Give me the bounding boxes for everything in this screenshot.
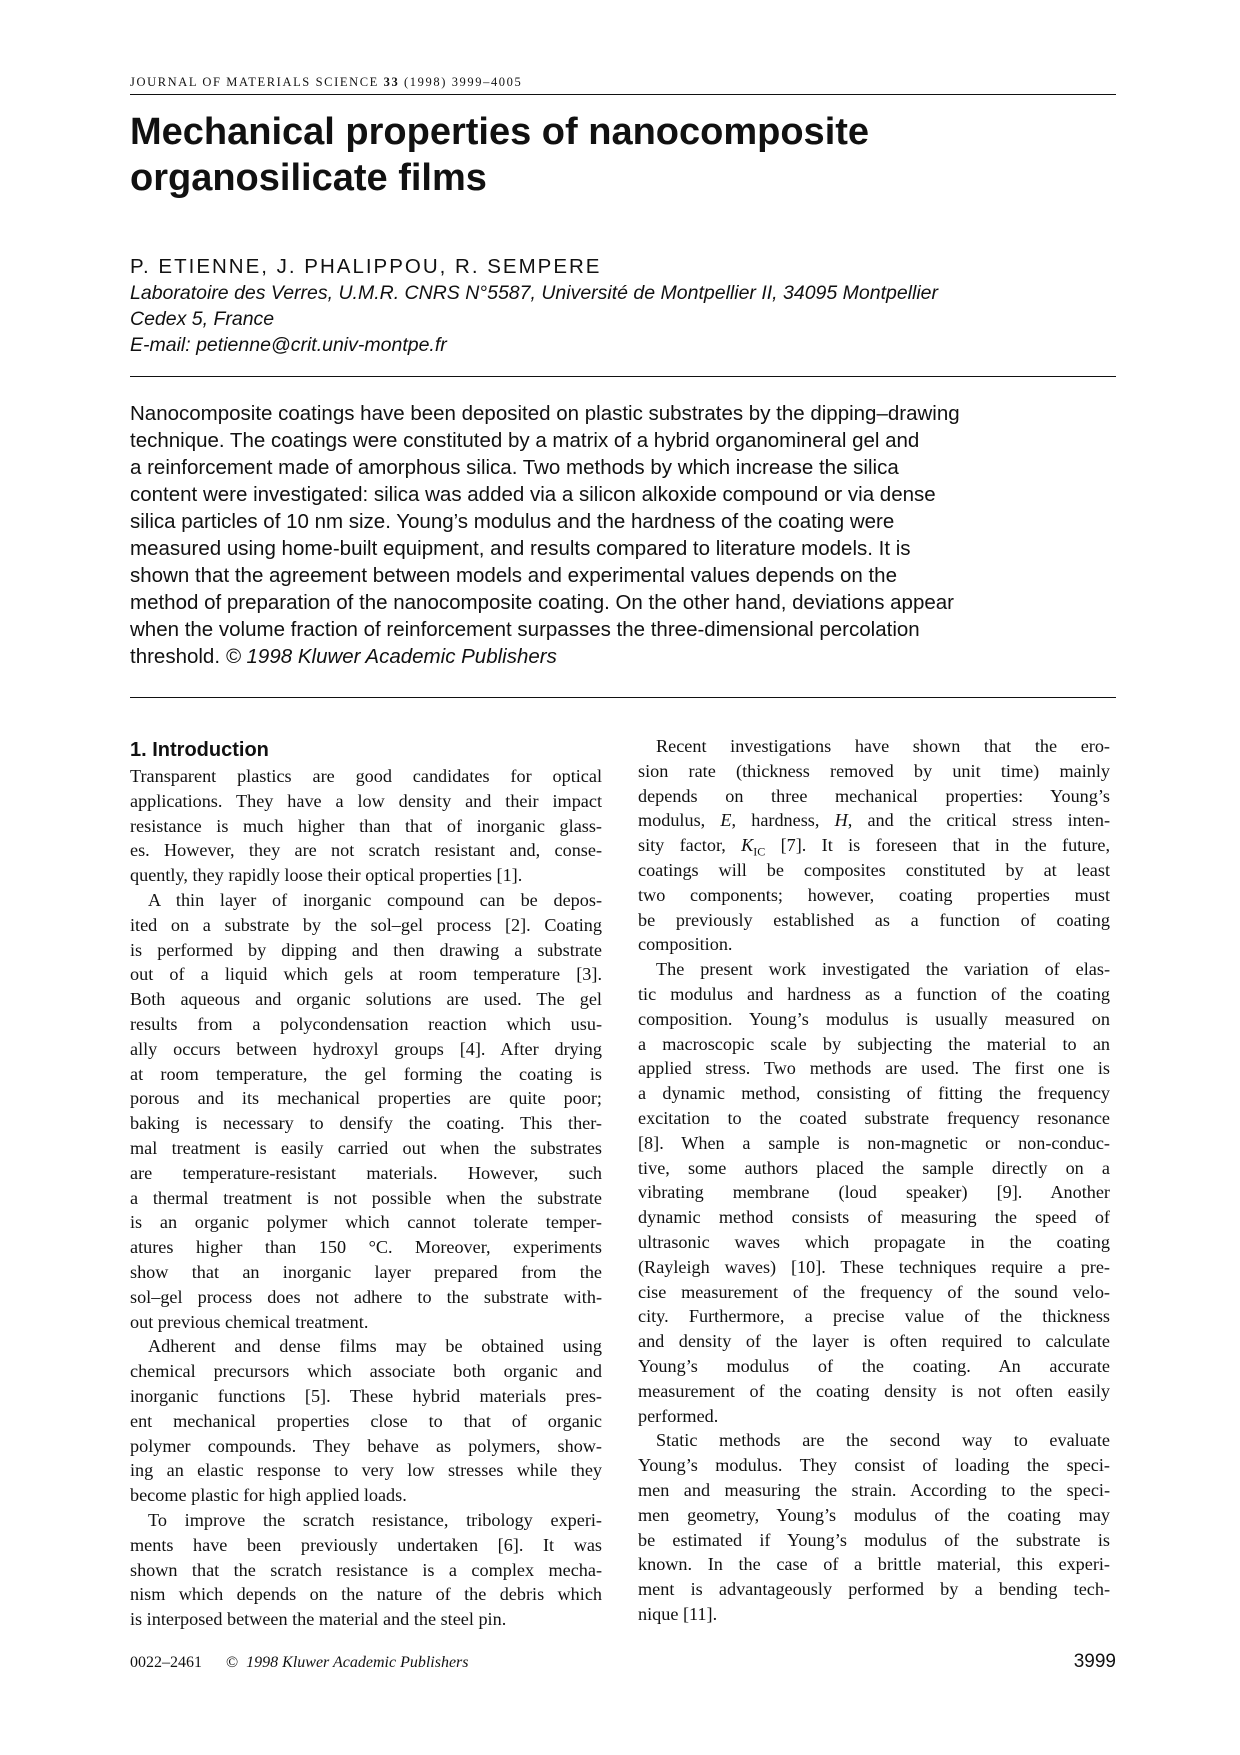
text-line: excitation to the coated substrate frequency resonance [638, 1107, 1110, 1128]
text-line: men and measuring the strain. According to the speci- [638, 1479, 1110, 1500]
text-line: baking is necessary to densify the coating. This ther- [130, 1113, 602, 1134]
text-line: To improve the scratch resistance, tribology experi- [148, 1509, 602, 1530]
text-line: depends on three mechanical properties: Young’s [638, 785, 1110, 806]
title-line: organosilicate films [130, 157, 487, 199]
abstract [130, 400, 1116, 670]
journal-header [130, 75, 1116, 95]
text-line: and density of the layer is often required to calculate [638, 1331, 1110, 1352]
text-line: a thermal treatment is not possible when the substrate [130, 1187, 602, 1208]
text-line: two components; however, coating properties must [638, 884, 1110, 905]
text-line: es. However, they are not scratch resistant and, conse- [130, 840, 602, 861]
text-line: ited on a substrate by the sol–gel process [2]. Coating [130, 914, 602, 935]
text-line: applied stress. Two methods are used. The first one is [638, 1058, 1110, 1079]
journal-volume: 33 [383, 75, 400, 89]
text-line: Static methods are the second way to evaluate [656, 1430, 1110, 1451]
text-line: ally occurs between hydroxyl groups [4]. After drying [130, 1038, 602, 1059]
text-line: is performed by dipping and then drawing a substrate [130, 939, 602, 960]
text-line: sity factor, $K_{IC}$ [7]. It is foreseen that in the future, [638, 835, 1110, 859]
abstract-line: method of preparation of the nanocomposite coating. On the other hand, deviations appear [130, 591, 954, 614]
text-line: a macroscopic scale by subjecting the material to an [638, 1033, 1110, 1054]
text-line: ultrasonic waves which propagate in the coating [638, 1231, 1110, 1252]
text-line: (Rayleigh waves) [10]. These techniques require a pre- [638, 1256, 1110, 1277]
text-line: show that an inorganic layer prepared from the [130, 1261, 602, 1282]
text-line: applications. They have a low density and their impact [130, 790, 602, 811]
text-line: vibrating membrane (loud speaker) [9]. Another [638, 1182, 1110, 1203]
divider [130, 697, 1116, 698]
page-number: 3999 [1073, 1651, 1116, 1672]
journal-name: JOURNAL OF MATERIALS SCIENCE [130, 75, 379, 89]
text-line: out previous chemical treatment. [130, 1311, 369, 1332]
section-heading: 1. Introduction [130, 739, 269, 761]
divider [130, 376, 1116, 377]
text-line: become plastic for high applied loads. [130, 1485, 407, 1506]
text-line: coatings will be composites constituted by at least [638, 859, 1110, 880]
text-line: A thin layer of inorganic compound can be depos- [148, 889, 602, 910]
text-line: measurement of the coating density is not often easily [638, 1380, 1110, 1401]
abstract-line [130, 643, 1116, 670]
text-line: is an organic polymer which cannot tolerate temper- [130, 1212, 602, 1233]
text-line: shown that the scratch resistance is a complex mecha- [130, 1559, 602, 1580]
text-line: modulus, E, hardness, H, and the critical stress inten- [638, 810, 1110, 831]
text-line: is interposed between the material and the steel pin. [130, 1609, 507, 1630]
affiliation [130, 280, 1120, 358]
text-line: men geometry, Young’s modulus of the coating may [638, 1504, 1110, 1525]
text-line: composition. [638, 934, 733, 955]
text-line: cise measurement of the frequency of the sound velo- [638, 1281, 1110, 1302]
text-line: dynamic method consists of measuring the speed of [638, 1207, 1110, 1228]
text-line: performed. [638, 1405, 719, 1426]
text-line: be previously established as a function of coating [638, 909, 1110, 930]
text-line: be estimated if Young’s modulus of the substrate is [638, 1529, 1110, 1550]
text-line: inorganic functions [5]. These hybrid materials pres- [130, 1385, 602, 1406]
text-line: tic modulus and hardness as a function of the coating [638, 983, 1110, 1004]
affiliation-line: Laboratoire des Verres, U.M.R. CNRS N°5587, Université de Montpellier II, 34095 Montpellier [130, 282, 939, 304]
text-line: nism which depends on the nature of the debris which [130, 1584, 602, 1605]
text-line: polymer compounds. They behave as polymers, show- [130, 1435, 602, 1456]
text-line: Both aqueous and organic solutions are used. The gel [130, 989, 602, 1010]
abstract-line: measured using home-built equipment, and results compared to literature models. It is [130, 537, 911, 560]
abstract-last-text: threshold. [130, 645, 221, 668]
affiliation-line: Cedex 5, France [130, 308, 275, 330]
abstract-line: technique. The coatings were constituted by a matrix of a hybrid organomineral gel and [130, 429, 920, 452]
right-column [638, 734, 1110, 1627]
text-line: Adherent and dense films may be obtained using [148, 1336, 602, 1357]
text-line: Young’s modulus. They consist of loading the speci- [638, 1455, 1110, 1476]
text-line: ments have been previously undertaken [6]. It was [130, 1534, 602, 1555]
text-line: nique [11]. [638, 1603, 718, 1624]
text-line: sion rate (thickness removed by unit time) mainly [638, 760, 1110, 781]
text-line: porous and its mechanical properties are quite poor; [130, 1088, 602, 1109]
text-line: known. In the case of a brittle material, this experi- [638, 1554, 1110, 1575]
abstract-line: a reinforcement made of amorphous silica. Two methods by which increase the silica [130, 456, 899, 479]
text-line: The present work investigated the variation of elas- [656, 959, 1110, 980]
text-line: out of a liquid which gels at room temperature [3]. [130, 964, 602, 985]
authors: P. ETIENNE, J. PHALIPPOU, R. SEMPERE [130, 255, 602, 278]
abstract-line: content were investigated: silica was added via a silicon alkoxide compound or via dense [130, 483, 936, 506]
text-line: at room temperature, the gel forming the coating is [130, 1063, 602, 1084]
email-line: E-mail: petienne@crit.univ-montpe.fr [130, 334, 447, 356]
abstract-line: silica particles of 10 nm size. Young’s modulus and the hardness of the coating were [130, 510, 895, 533]
text-line: ing an elastic response to very low stresses while they [130, 1460, 602, 1481]
text-line: chemical precursors which associate both organic and [130, 1361, 602, 1382]
abstract-copyright: © 1998 Kluwer Academic Publishers [225, 645, 557, 668]
text-line: Recent investigations have shown that the ero- [656, 736, 1110, 756]
text-line: mal treatment is easily carried out when the substrates [130, 1137, 602, 1158]
paper-page [130, 0, 1116, 1755]
text-line: Transparent plastics are good candidates for optical [130, 766, 602, 786]
text-line: ent mechanical properties close to that of organic [130, 1410, 602, 1431]
text-line: ment is advantageously performed by a bending tech- [638, 1579, 1110, 1600]
text-line: results from a polycondensation reaction which usu- [130, 1013, 602, 1034]
text-line: resistance is much higher than that of inorganic glass- [130, 815, 602, 836]
text-line: quently, they rapidly loose their optical properties [1]. [130, 865, 523, 886]
copyright-symbol: © [226, 1654, 239, 1671]
text-line: composition. Young’s modulus is usually measured on [638, 1008, 1110, 1029]
text-line: tive, some authors placed the sample directly on a [638, 1157, 1110, 1178]
footer-issn-copyright [130, 1654, 469, 1672]
issn: 0022–2461 [130, 1654, 202, 1671]
text-line: a dynamic method, consisting of fitting the frequency [638, 1083, 1110, 1104]
footer-publisher: 1998 Kluwer Academic Publishers [246, 1654, 469, 1671]
paper-title [130, 109, 1116, 201]
abstract-line: shown that the agreement between models and experimental values depends on the [130, 564, 897, 587]
journal-year-pages: (1998) 3999–4005 [404, 75, 523, 89]
abstract-line: when the volume fraction of reinforcement surpasses the three-dimensional percolation [130, 618, 920, 641]
left-column [130, 734, 602, 1632]
text-line: city. Furthermore, a precise value of the thickness [638, 1306, 1110, 1327]
text-line: [8]. When a sample is non-magnetic or non-conduc- [638, 1132, 1110, 1153]
abstract-line: Nanocomposite coatings have been deposited on plastic substrates by the dipping–drawing [130, 402, 960, 425]
text-line: are temperature-resistant materials. However, such [130, 1162, 602, 1183]
title-line: Mechanical properties of nanocomposite [130, 111, 870, 153]
text-line: sol–gel process does not adhere to the substrate with- [130, 1286, 602, 1307]
text-line: Young’s modulus of the coating. An accurate [638, 1355, 1110, 1376]
text-line: atures higher than 150 °C. Moreover, experiments [130, 1237, 602, 1258]
